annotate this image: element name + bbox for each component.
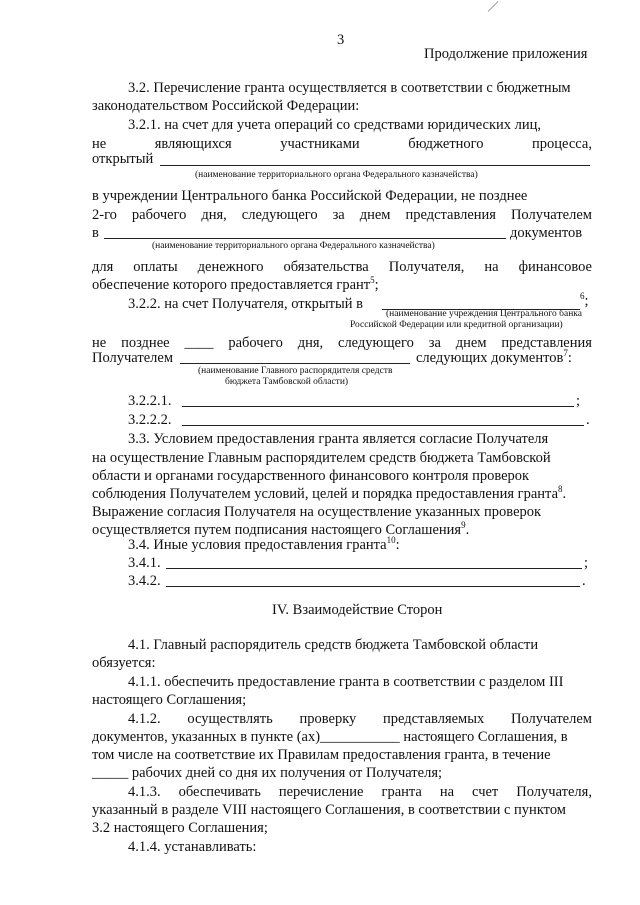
footnote-ref: 9 [461, 520, 466, 531]
p33-line6-text: осуществляется путем подписания настоящего Соглашения [92, 522, 462, 538]
p321-line8 [92, 277, 379, 294]
p321-line6-start: в [92, 225, 99, 241]
p34-item2-end: . [582, 573, 586, 589]
blank-line [166, 568, 582, 569]
word: дня, [297, 335, 324, 351]
word: рабочего [131, 207, 187, 223]
page-header: Продолжение приложения [424, 46, 588, 62]
word: рабочего [228, 335, 283, 351]
word: Получателем [510, 711, 592, 727]
p413-line2: указанный в разделе VIII настоящего Соглашения, в соответствии с пунктом [92, 802, 566, 818]
word: днем [455, 335, 487, 351]
word: проверку [299, 711, 357, 727]
word: не [92, 335, 107, 351]
caption: (наименование Главного распорядителя средств [198, 366, 393, 376]
p413-line3: 3.2 настоящего Соглашения; [92, 820, 268, 836]
p411-line1: 4.1.1. обеспечить предоставление гранта в соответствии с разделом III [128, 674, 564, 690]
p322-item2: 3.2.2.2. [128, 412, 172, 428]
p322-line1: 3.2.2. на счет Получателя, открытый в [128, 296, 363, 312]
section-title: IV. Взаимодействие Сторон [272, 602, 443, 618]
footnote-ref: 8 [558, 484, 563, 495]
p33-line3: области и органами государственного финансового контроля проверок [92, 468, 530, 484]
word: за [428, 335, 441, 351]
word: бюджетного [408, 136, 484, 152]
word: Получателя, [388, 259, 465, 275]
word: Получателя, [516, 784, 592, 800]
caption: (наименование территориального органа Федерального казначейства) [195, 170, 478, 180]
p413-line1 [128, 784, 592, 801]
word: ____ [184, 335, 214, 351]
p41-line1: 4.1. Главный распорядитель средств бюджета Тамбовской области [128, 637, 539, 653]
p32-line2: законодательством Российской Федерации: [92, 98, 360, 114]
blank-line [104, 238, 506, 239]
p322-item2-end: . [586, 412, 590, 428]
word: на [439, 784, 455, 800]
footnote-ref: 7 [563, 348, 568, 359]
word: являющихся [154, 136, 232, 152]
p321-line8-text: обеспечение которого предоставляется грант [92, 277, 371, 293]
word: 4.1.3. [128, 784, 161, 800]
caption: Российской Федерации или кредитной организации) [350, 320, 563, 330]
word: обязательства [283, 259, 369, 275]
p34-line1-end: : [395, 537, 400, 553]
p33-line6-end: . [465, 522, 470, 538]
p33-line5: Выражение согласия Получателя на осуществление указанных проверок [92, 504, 542, 520]
word: на [484, 259, 499, 275]
p322-line3-start: Получателем [92, 350, 173, 366]
p321-line2 [92, 136, 592, 153]
p322-item1: 3.2.2.1. [128, 393, 172, 409]
p412-line1 [128, 711, 592, 728]
word: 2-го [92, 207, 117, 223]
word: следующего [241, 207, 318, 223]
blank-line [180, 363, 410, 364]
p321-line6-end: документов [510, 225, 583, 241]
p322-line3-colon: : [567, 350, 572, 366]
word: Получателем [510, 207, 592, 223]
p321-line7 [92, 259, 592, 276]
page-number: 3 [337, 32, 345, 48]
p33-line1: 3.3. Условием предоставления гранта является согласие Получателя [128, 431, 549, 447]
word: оплаты [133, 259, 178, 275]
word: дня, [201, 207, 227, 223]
word: перечисление [278, 784, 364, 800]
footnote-ref: 6 [580, 291, 585, 302]
blank-line [182, 425, 584, 426]
word: счет [472, 784, 499, 800]
word: представления [501, 335, 592, 351]
word: денежного [197, 259, 264, 275]
word: за [332, 207, 345, 223]
p321-line1: 3.2.1. на счет для учета операций со средствами юридических лиц, [128, 117, 542, 133]
p34-line1 [128, 537, 400, 554]
blank-line [160, 165, 590, 166]
p322-line3-text: следующих документов [416, 350, 564, 366]
word: не [92, 136, 107, 152]
p412-line3: том числе на соответствие их Правилам предоставления гранта, в течение [92, 747, 551, 763]
p41-line2: обязуется: [92, 655, 156, 671]
p34-item1-end: ; [584, 555, 589, 571]
footnote-ref: 10 [386, 535, 396, 546]
word: днем [359, 207, 391, 223]
word: представления [405, 207, 496, 223]
word: осуществлять [187, 711, 273, 727]
p322-line3-end [416, 350, 572, 367]
word: позднее [121, 335, 170, 351]
word: участниками [280, 136, 360, 152]
word: финансовое [518, 259, 592, 275]
p34-item2: 3.4.2. [128, 573, 161, 589]
scan-mark [488, 1, 499, 12]
p411-line2: настоящего Соглашения; [92, 692, 247, 708]
word: обеспечивать [178, 784, 261, 800]
p33-line2: на осуществление Главным распорядителем средств бюджета Тамбовской [92, 450, 551, 466]
blank-line [166, 586, 580, 587]
p322-line1-end: ; [584, 293, 589, 309]
caption: (наименование учреждения Центрального банка [386, 309, 582, 319]
p321-line4: в учреждении Центрального банка Российской Федерации, не позднее [92, 188, 528, 204]
caption: (наименование территориального органа Федерального казначейства) [152, 241, 435, 251]
word: 4.1.2. [128, 711, 161, 727]
p322-item1-end: ; [576, 393, 581, 409]
p414-line1: 4.1.4. устанавливать: [128, 839, 257, 855]
p33-line4-end: . [562, 486, 567, 502]
p322-line1-tail [580, 293, 589, 310]
p33-line4-text: соблюдения Получателем условий, целей и порядка предоставления гранта [92, 486, 559, 502]
word: представляемых [383, 711, 485, 727]
word: следующего [338, 335, 414, 351]
p412-line2: документов, указанных в пункте (ах)___________ настоящего Соглашения, в [92, 729, 568, 745]
word: для [92, 259, 114, 275]
p33-line4 [92, 486, 566, 503]
p321-line5 [92, 207, 592, 224]
p321-line8-end: ; [374, 277, 379, 293]
blank-line [182, 406, 574, 407]
p34-item1: 3.4.1. [128, 555, 161, 571]
p412-line4: _____ рабочих дней со дня их получения от Получателя; [92, 765, 443, 781]
p321-line3: открытый [92, 151, 154, 167]
p32-line1: 3.2. Перечисление гранта осуществляется в соответствии с бюджетным [128, 80, 571, 96]
word: гранта [381, 784, 422, 800]
footnote-ref: 5 [370, 275, 375, 286]
p34-line1-text: 3.4. Иные условия предоставления гранта [128, 537, 387, 553]
caption: бюджета Тамбовской области) [225, 377, 349, 387]
word: процесса, [532, 136, 592, 152]
